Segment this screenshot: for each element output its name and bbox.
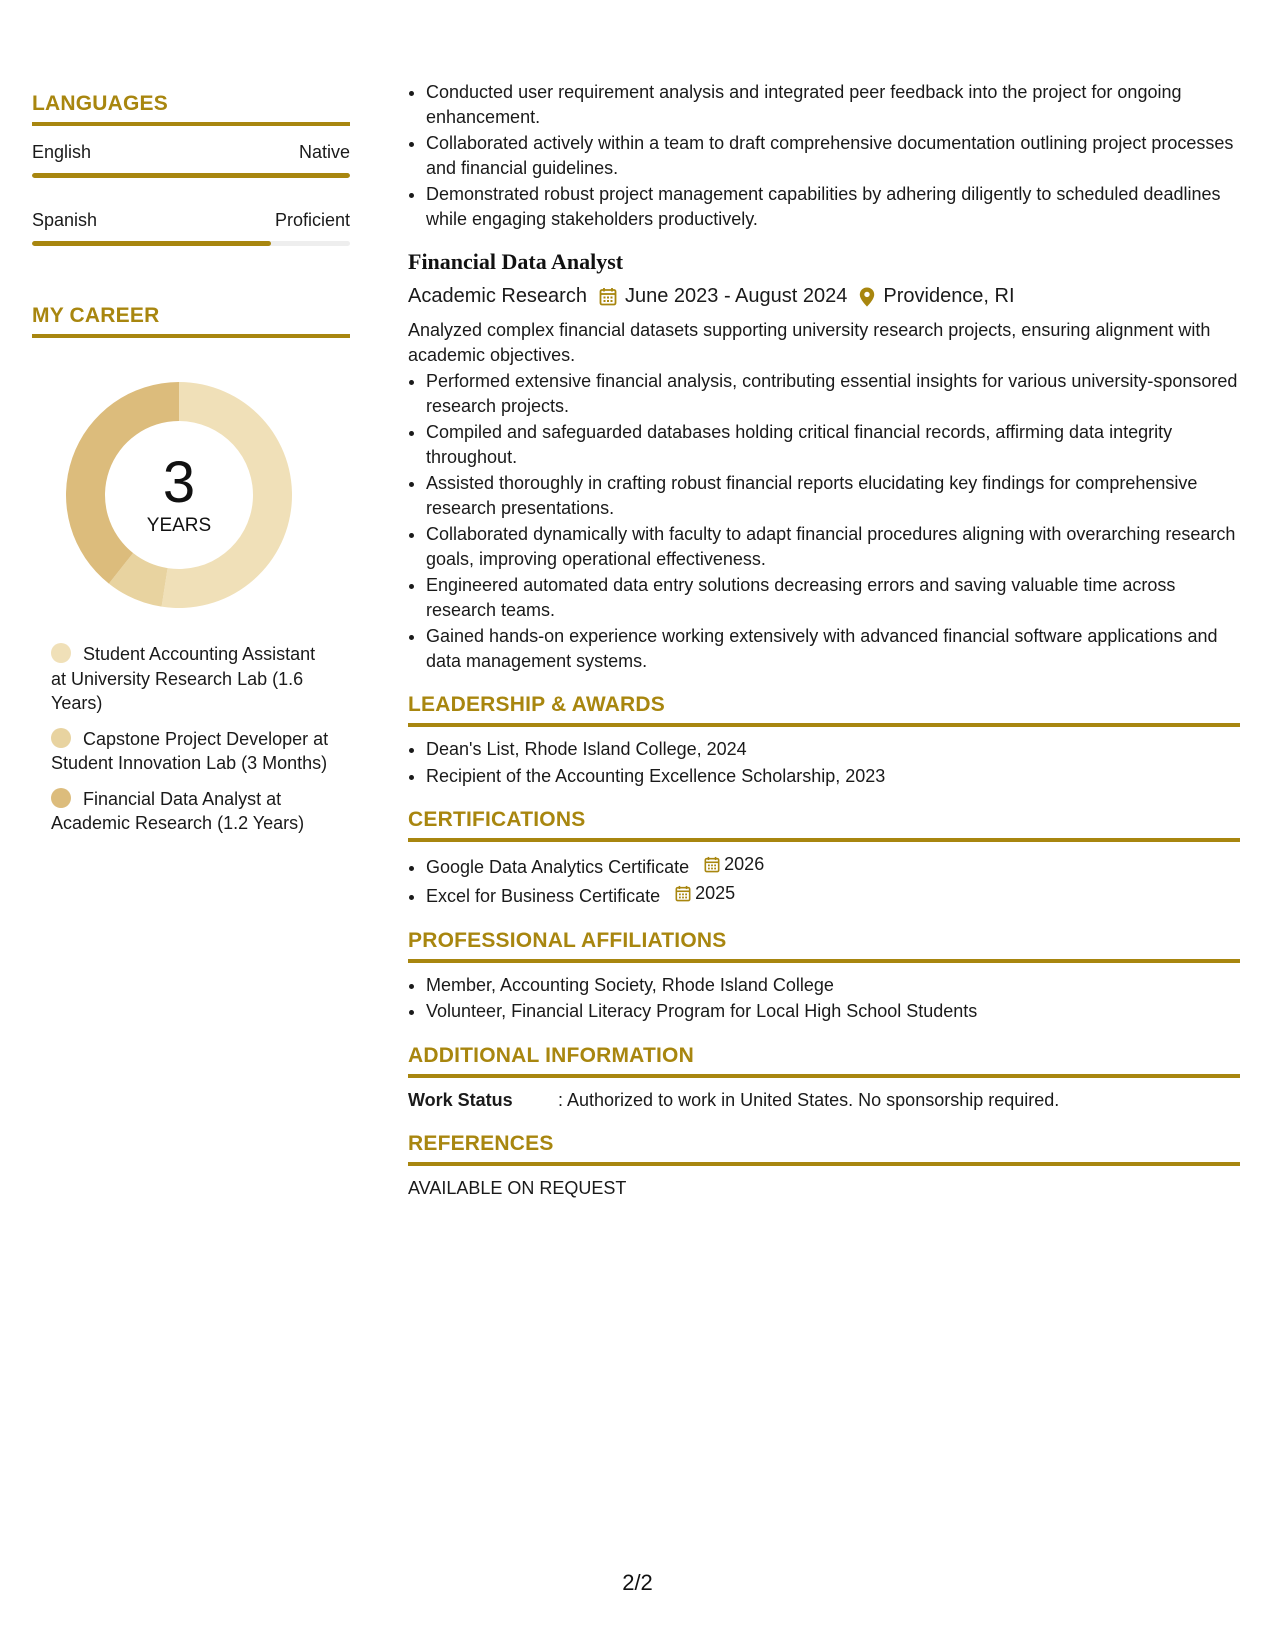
job-title: Financial Data Analyst [408, 249, 624, 274]
references-section [408, 1132, 1240, 1200]
affiliations-title: PROFESSIONAL AFFILIATIONS [408, 929, 1240, 963]
languages-list [32, 140, 350, 246]
job-location: Providence, RI [883, 285, 1015, 307]
job-description: Analyzed complex financial datasets supporting university research projects, ensuring alignment with academic objectives. [408, 320, 1211, 365]
additional-section [408, 1044, 1240, 1112]
language-level: Proficient [274, 210, 350, 230]
language-level: Native [298, 142, 350, 162]
legend-dot [51, 643, 71, 663]
references-text: AVAILABLE ON REQUEST [408, 1177, 627, 1198]
language-bar [32, 241, 350, 246]
language-item [32, 208, 350, 246]
legend-label: Capstone Project Developer at Student Innovation Lab (3 Months) [51, 728, 329, 773]
references-title: REFERENCES [408, 1132, 1240, 1166]
bullet-item: • Assisted thoroughly in crafting robust financial reports elucidating key findings for comprehensive research presentations. [426, 471, 1240, 520]
legend-item [51, 642, 331, 716]
leadership-section [408, 693, 1240, 788]
bullet-item: • Collaborated actively within a team to draft comprehensive documentation outlining project processes and financial guidelines. [426, 131, 1240, 180]
career-legend [51, 642, 331, 836]
leadership-title: LEADERSHIP & AWARDS [408, 693, 1240, 727]
certification-item [426, 881, 1240, 908]
language-bar-fill [32, 173, 350, 178]
additional-title: ADDITIONAL INFORMATION [408, 1044, 1240, 1078]
job-meta [408, 285, 1240, 308]
certification-year: 2025 [695, 883, 736, 904]
language-bar-fill [32, 241, 271, 246]
bullet-item: • Conducted user requirement analysis and integrated peer feedback into the project for ongoing enhancement. [426, 80, 1240, 129]
right-column [408, 80, 1240, 1200]
bullet-item: • Performed extensive financial analysis, contributing essential insights for various university-sponsored research projects. [426, 369, 1240, 418]
certification-year: 2026 [724, 854, 765, 874]
legend-label: Student Accounting Assistant at University Research Lab (1.6 Years) [51, 644, 316, 713]
job-bullets [408, 369, 1240, 673]
calendar-icon [675, 885, 691, 902]
calendar-icon [704, 856, 720, 873]
certification-item [426, 852, 1240, 879]
bullet-item: • Gained hands-on experience working extensively with advanced financial software applications and data management systems. [426, 624, 1240, 673]
certifications-section [408, 808, 1240, 909]
bullet-item: • Volunteer, Financial Literacy Program for Local High School Students [426, 999, 1240, 1024]
work-status-row [408, 1088, 1240, 1112]
job-dates: June 2023 - August 2024 [624, 285, 848, 307]
legend-item [51, 727, 331, 776]
legend-item [51, 787, 331, 836]
legend-dot [51, 728, 71, 748]
certification-name: Excel for Business Certificate [426, 886, 661, 906]
certifications-title: CERTIFICATIONS [408, 808, 1240, 842]
work-status-label: Work Status [408, 1089, 513, 1110]
bullet-item: • Engineered automated data entry solutions decreasing errors and saving valuable time across research teams. [426, 573, 1240, 622]
languages-title: LANGUAGES [32, 92, 350, 126]
job-company: Academic Research [408, 285, 587, 307]
bullet-item: • Dean's List, Rhode Island College, 2024 [426, 737, 1240, 762]
language-bar [32, 173, 350, 178]
language-name: Spanish [32, 210, 98, 230]
bullet-item: • Recipient of the Accounting Excellence Scholarship, 2023 [426, 764, 1240, 789]
bullet-item: • Collaborated dynamically with faculty to adapt financial procedures aligning with overarching research goals, improving operational effectiveness. [426, 522, 1240, 571]
career-total-number: 3 [162, 450, 196, 515]
previous-job-bullets [408, 80, 1240, 231]
career-title: MY CAREER [32, 304, 350, 338]
page-number: 2/2 [622, 1570, 653, 1595]
legend-dot [51, 788, 71, 808]
bullet-item: • Compiled and safeguarded databases holding critical financial records, affirming data integrity throughout. [426, 420, 1240, 469]
bullet-item: • Member, Accounting Society, Rhode Island College [426, 973, 1240, 998]
language-name: English [32, 142, 92, 162]
calendar-icon [599, 287, 617, 306]
legend-label: Financial Data Analyst at Academic Research (1.2 Years) [51, 788, 305, 833]
career-donut-chart [66, 382, 292, 608]
work-status-value: : Authorized to work in United States. No sponsorship required. [558, 1089, 1060, 1110]
location-pin-icon [859, 287, 875, 307]
certification-name: Google Data Analytics Certificate [426, 856, 690, 877]
bullet-item: • Demonstrated robust project management capabilities by adhering diligently to scheduled deadlines while engaging stakeholders productively. [426, 182, 1240, 231]
language-item [32, 140, 350, 178]
left-column [32, 92, 350, 847]
career-total-unit: YEARS [146, 515, 212, 536]
affiliations-section [408, 929, 1240, 1024]
